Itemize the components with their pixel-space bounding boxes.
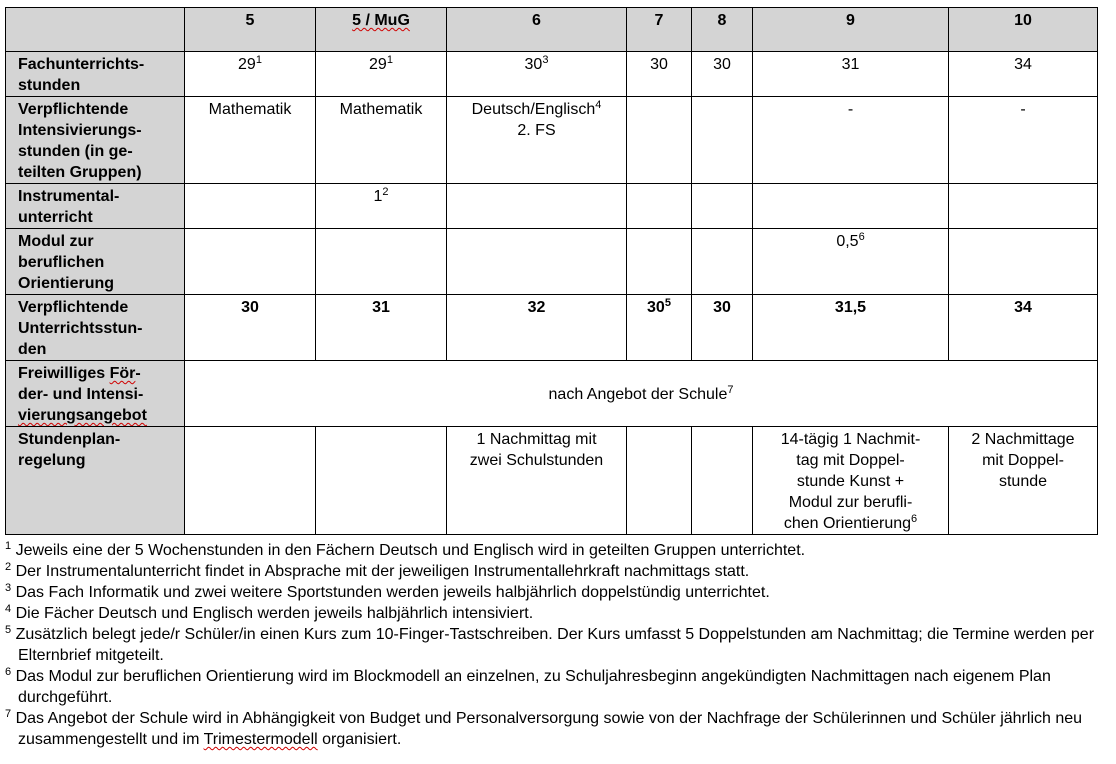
cell-instr-10 — [949, 184, 1098, 229]
cell-plan-8 — [692, 427, 753, 535]
cell-instr-5-mug: $1^2$ — [316, 184, 447, 229]
cell-instr-5 — [185, 184, 316, 229]
header-grade-9: 9 — [753, 8, 949, 52]
cell-plan-9: 14-tägig 1 Nachmit- tag mit Doppel- stunde Kunst + Modul zur berufli- chen Orientierung$^6$ — [753, 427, 949, 535]
cell-freiwillig-span: nach Angebot der Schule$^7$ — [185, 361, 1098, 427]
footnote-2: $^2$ Der Instrumentalunterricht findet in Absprache mit der jeweiligen Instrumentallehrkraft nachmittags statt. — [5, 561, 750, 580]
header-grade-6: 6 — [447, 8, 627, 52]
footnote-5: $^5$ Zusätzlich belegt jede/r Schüler/in einen Kurs zum 10-Finger-Tastschreiben. Der Kurs umfasst 5 Doppelstunden am Nachmittag; die Termine werden per Elternbrief mitgeteilt. — [5, 624, 1095, 664]
cell-instr-8 — [692, 184, 753, 229]
row-label-freiwillig: Freiwilliges För- der- und Intensi- vierungsangebot — [6, 361, 185, 427]
cell-intens-5: Mathematik — [185, 97, 316, 184]
cell-modul-8 — [692, 229, 753, 295]
header-grade-7: 7 — [627, 8, 692, 52]
table-row-fachunterricht — [6, 52, 1098, 97]
row-label-verpflichtend: Verpflichtende Unterrichtsstun- den — [6, 295, 185, 361]
cell-modul-10 — [949, 229, 1098, 295]
footnote-3: $^3$ Das Fach Informatik und zwei weitere Sportstunden werden jeweils halbjährlich doppelstündig unterrichtet. — [5, 582, 770, 601]
cell-total-8: 30 — [692, 295, 753, 361]
cell-modul-9: $0,5^6$ — [753, 229, 949, 295]
cell-fach-6: $30^3$ — [447, 52, 627, 97]
footnote-4: $^4$ Die Fächer Deutsch und Englisch werden jeweils halbjährlich intensiviert. — [5, 603, 534, 622]
cell-fach-10: 34 — [949, 52, 1098, 97]
table-row-modul — [6, 229, 1098, 295]
cell-plan-10: 2 Nachmittage mit Doppel- stunde — [949, 427, 1098, 535]
cell-fach-8: 30 — [692, 52, 753, 97]
header-grade-10: 10 — [949, 8, 1098, 52]
table-row-stundenplan — [6, 427, 1098, 535]
table-header-row — [6, 8, 1098, 52]
cell-plan-7 — [627, 427, 692, 535]
cell-total-5: 30 — [185, 295, 316, 361]
cell-fach-7: 30 — [627, 52, 692, 97]
cell-intens-9: - — [753, 97, 949, 184]
cell-fach-9: 31 — [753, 52, 949, 97]
cell-total-5-mug: 31 — [316, 295, 447, 361]
table-row-freiwillig — [6, 361, 1098, 427]
cell-intens-7 — [627, 97, 692, 184]
cell-modul-5-mug — [316, 229, 447, 295]
cell-plan-6: 1 Nachmittag mit zwei Schulstunden — [447, 427, 627, 535]
row-label-fachunterricht: Fachunterrichts- stunden — [6, 52, 185, 97]
footnote-6: $^6$ Das Modul zur beruflichen Orientierung wird im Blockmodell an einzelnen, zu Schuljahresbeginn angekündigten Nachmittagen nach eigenem Plan durchgeführt. — [5, 666, 1051, 706]
cell-plan-5-mug — [316, 427, 447, 535]
timetable-table — [5, 7, 1098, 535]
row-label-instrumental: Instrumental- unterricht — [6, 184, 185, 229]
header-grade-5-mug: 5 / MuG — [316, 8, 447, 52]
header-cell-empty — [6, 8, 185, 52]
cell-instr-9 — [753, 184, 949, 229]
cell-intens-6: Deutsch/Englisch$^4$ 2. FS — [447, 97, 627, 184]
cell-intens-8 — [692, 97, 753, 184]
table-row-verpflichtend — [6, 295, 1098, 361]
footnote-1: $^1$ Jeweils eine der 5 Wochenstunden in den Fächern Deutsch und Englisch wird in geteilten Gruppen unterrichtet. — [5, 540, 806, 559]
cell-fach-5-mug: $29^1$ — [316, 52, 447, 97]
table-row-instrumental — [6, 184, 1098, 229]
cell-total-7: $30^5$ — [627, 295, 692, 361]
footnotes — [5, 540, 1105, 750]
header-grade-8: 8 — [692, 8, 753, 52]
cell-intens-5-mug: Mathematik — [316, 97, 447, 184]
cell-fach-5: $29^1$ — [185, 52, 316, 97]
cell-modul-5 — [185, 229, 316, 295]
cell-modul-7 — [627, 229, 692, 295]
cell-total-6: 32 — [447, 295, 627, 361]
row-label-intensivierung: Verpflichtende Intensivierungs- stunden (in ge- teilten Gruppen) — [6, 97, 185, 184]
cell-modul-6 — [447, 229, 627, 295]
table-row-intensivierung — [6, 97, 1098, 184]
footnote-7: $^7$ Das Angebot der Schule wird in Abhängigkeit von Budget und Personalversorgung sowie von der Nachfrage der Schülerinnen und Schüler jährlich neu zusammengestellt und im Trimestermodell organisiert. — [5, 708, 1083, 748]
row-label-stundenplan: Stundenplan- regelung — [6, 427, 185, 535]
cell-total-10: 34 — [949, 295, 1098, 361]
cell-intens-10: - — [949, 97, 1098, 184]
cell-plan-5 — [185, 427, 316, 535]
cell-total-9: 31,5 — [753, 295, 949, 361]
cell-instr-7 — [627, 184, 692, 229]
header-grade-5: 5 — [185, 8, 316, 52]
cell-instr-6 — [447, 184, 627, 229]
row-label-modul: Modul zur beruflichen Orientierung — [6, 229, 185, 295]
